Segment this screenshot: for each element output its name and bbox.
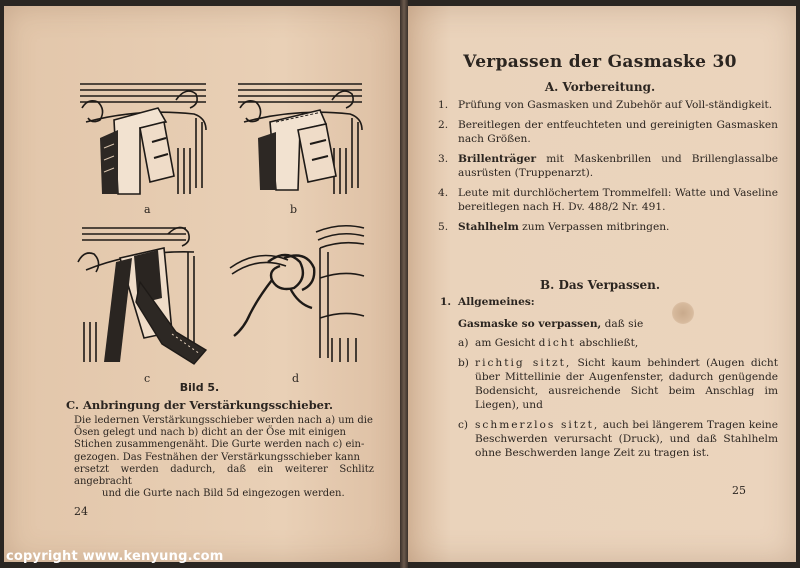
list-item — [438, 152, 778, 180]
list-number: 1. — [438, 99, 449, 111]
body-line: ersetzt werden dadurch, daß ein weiterer Schlitz angebracht — [74, 463, 374, 488]
criteria-post: abschließt, — [575, 337, 639, 349]
criteria-pre: am Gesicht — [475, 337, 539, 349]
figure-d-illustration — [228, 218, 368, 368]
criteria-spaced: schmerzlos sitzt, — [475, 419, 600, 431]
list-bold-term: Stahlhelm — [458, 221, 519, 233]
criteria-text — [475, 418, 778, 460]
figure-letter-d: d — [292, 372, 300, 385]
list-number: 4. — [438, 187, 449, 199]
list-text: zum Verpassen mitbringen. — [518, 221, 670, 233]
criteria-item — [458, 356, 778, 412]
criteria-spaced: dicht — [538, 337, 576, 349]
list-item — [438, 220, 778, 234]
figure-b-illustration — [236, 78, 366, 200]
criteria-text — [475, 336, 778, 350]
intro-bold: Gasmaske so verpassen, — [458, 318, 602, 330]
list-item — [438, 98, 778, 112]
body-line: und die Gurte nach Bild 5d eingezogen werden. — [102, 488, 345, 500]
list-item — [438, 186, 778, 214]
copyright-watermark: copyright www.kenyung.com — [6, 549, 224, 564]
criteria-letter: b) — [458, 357, 469, 369]
section-a-heading: A. Vorbereitung. — [544, 80, 656, 94]
figure-letter-c: c — [144, 372, 151, 385]
intro-rest: daß sie — [601, 318, 644, 330]
list-number: 2. — [438, 119, 449, 131]
criteria-letter: c) — [458, 419, 469, 431]
body-line: Ösen gelegt und nach b) dicht an der Öse mit einigen — [74, 427, 346, 439]
criteria-letter: a) — [458, 337, 469, 349]
left-body-text — [74, 415, 374, 500]
list-text: Bereitlegen der entfeuchteten und gereinigten Gasmasken nach Größen. — [458, 119, 778, 145]
criteria-item — [458, 418, 778, 460]
list-item — [438, 118, 778, 146]
figure-c-illustration — [76, 222, 214, 370]
list-number: 3. — [438, 153, 449, 165]
list-text-wrapper — [458, 152, 778, 180]
fitting-criteria-list — [458, 336, 778, 466]
criteria-post: auch bei längerem Tragen keine Beschwerden verursacht (Druck), und daß Stahlhelm ohne Beschwerden lange Zeit zu tragen ist. — [475, 419, 778, 459]
body-line: Stichen zusammengenäht. Die Gurte werden nach c) ein- — [74, 439, 365, 451]
criteria-post: Sicht kaum behindert (Augen dicht über Mittellinie der Augenfenster, dadurch genügende Bodensicht, ausreichende Sicht beim Anschlag im Liegen), und — [475, 357, 779, 411]
figure-letter-a: a — [144, 203, 151, 216]
paper-stain — [672, 302, 694, 324]
figure-a-illustration — [78, 78, 210, 200]
body-line: gezogen. Das Festnähen der Verstärkungsschieber kann — [74, 451, 360, 463]
page-number-left: 24 — [74, 505, 88, 518]
criteria-item — [458, 336, 778, 350]
allgemeines-label: Allgemeines: — [458, 296, 535, 308]
criteria-spaced: richtig sitzt, — [475, 357, 572, 369]
list-text: mit Maskenbrillen und Brillenglassalbe ausrüsten (Truppenarzt). — [458, 153, 778, 179]
figure-caption: Bild 5. — [179, 381, 220, 394]
book-gutter — [400, 0, 408, 568]
caption-title: C. Anbringung der Verstärkungsschieber. — [66, 398, 333, 412]
figure-letter-b: b — [290, 203, 298, 216]
allgemeines-heading — [440, 296, 535, 308]
list-text: Prüfung von Gasmasken und Zubehör auf Voll-ständigkeit. — [458, 99, 773, 111]
list-text-wrapper — [458, 220, 778, 234]
preparation-list — [438, 98, 778, 240]
section-b-heading: B. Das Verpassen. — [540, 278, 660, 292]
allgemeines-number: 1. — [440, 296, 452, 308]
list-number: 5. — [438, 221, 449, 233]
intro-line — [458, 318, 643, 330]
list-bold-term: Brillenträger — [458, 153, 537, 165]
page-number-right: 25 — [732, 484, 746, 497]
body-line: Die ledernen Verstärkungsschieber werden nach a) um die — [74, 415, 373, 426]
list-text: Leute mit durchlöchertem Trommelfell: Watte und Vaseline bereitlegen nach H. Dv. 488/2 Nr. 491. — [458, 187, 778, 213]
page-title: Verpassen der Gasmaske 30 — [463, 52, 737, 72]
criteria-text — [475, 356, 778, 412]
